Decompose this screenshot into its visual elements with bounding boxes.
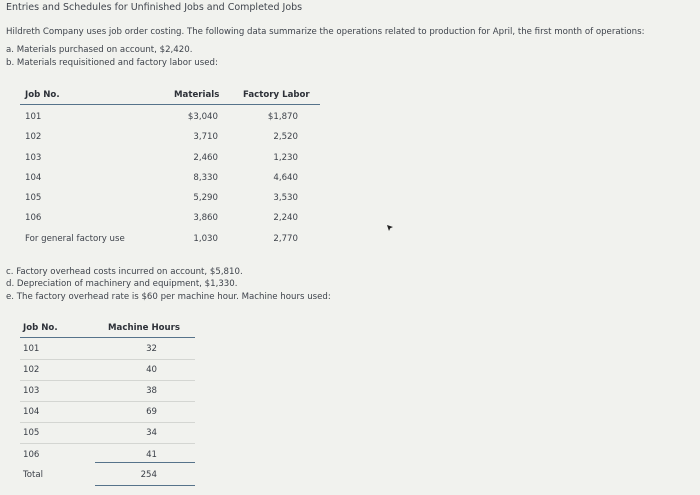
table-row: 101 32 bbox=[23, 344, 157, 354]
header-materials: Materials bbox=[174, 90, 220, 100]
header-rule-2 bbox=[20, 337, 195, 338]
item-a: a. Materials purchased on account, $2,420. bbox=[6, 45, 193, 55]
table-row: 104 69 bbox=[23, 407, 157, 417]
item-c: c. Factory overhead costs incurred on account, $5,810. bbox=[6, 267, 243, 277]
item-d: d. Depreciation of machinery and equipment, $1,330. bbox=[6, 279, 238, 289]
header-rule bbox=[20, 104, 320, 105]
item-b: b. Materials requisitioned and factory labor used: bbox=[6, 58, 218, 68]
total-rule-bottom bbox=[95, 485, 195, 486]
header-machine-hours: Machine Hours bbox=[108, 323, 181, 333]
header-job-no: Job No. bbox=[25, 90, 60, 100]
table-row-total: Total 254 bbox=[23, 470, 157, 480]
total-rule-top bbox=[95, 462, 195, 463]
table-row: 106 41 bbox=[23, 450, 157, 460]
header-factory-labor: Factory Labor bbox=[243, 90, 310, 100]
mouse-pointer-icon bbox=[386, 224, 394, 232]
intro-text: Hildreth Company uses job order costing. The following data summarize the operations related to production for April, the first month of operations: bbox=[6, 27, 645, 37]
header-job-no-2: Job No. bbox=[23, 323, 58, 333]
page-title: Entries and Schedules for Unfinished Jobs and Completed Jobs bbox=[6, 2, 303, 13]
table-row: 103 38 bbox=[23, 386, 157, 396]
table-row: 102 40 bbox=[23, 365, 157, 375]
table-row: 105 34 bbox=[23, 428, 157, 438]
item-e: e. The factory overhead rate is $60 per machine hour. Machine hours used: bbox=[6, 292, 331, 302]
